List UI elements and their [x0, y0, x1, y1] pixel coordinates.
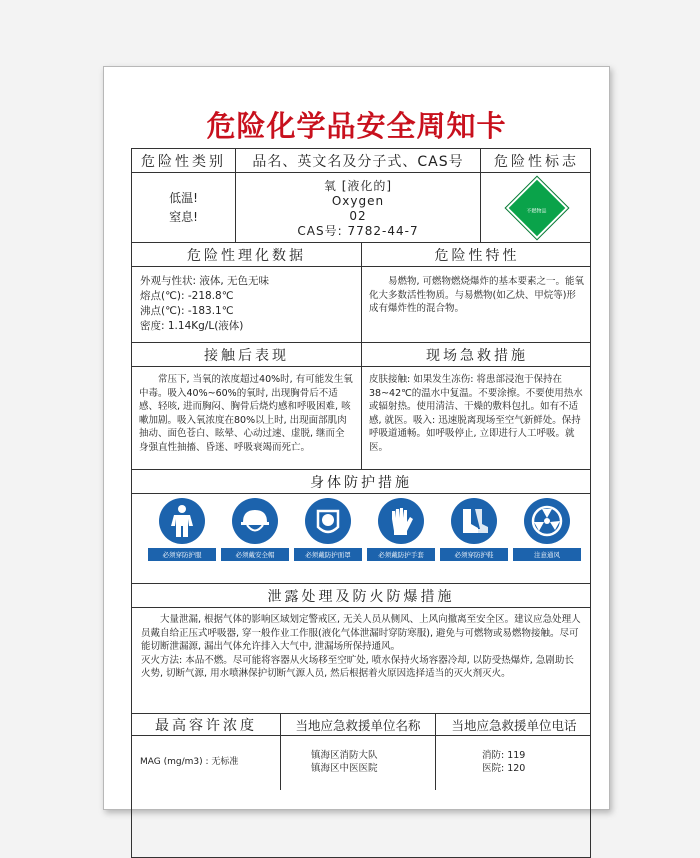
- phone-number: 消防: 119: [482, 750, 526, 761]
- protect-header: 身体防护措施: [132, 470, 590, 494]
- section-header-row-1: [132, 243, 590, 267]
- boots-icon: [451, 498, 497, 544]
- firstaid-header: 现场急救措施: [426, 347, 528, 364]
- phys-line: 密度: 1.14Kg/L(液体): [140, 320, 244, 332]
- hazard-char-text: 易燃物, 可燃物燃烧爆炸的基本要素之一。能氧化大多数活性物质。与易燃物(如乙炔、甲烷等)形成有爆炸性的混合物。: [369, 276, 585, 314]
- protective-suit-icon: [159, 498, 205, 544]
- face-shield-icon: [305, 498, 351, 544]
- ppe-item: [148, 498, 216, 561]
- phys-data-header: 危险性理化数据: [132, 243, 362, 266]
- product-row: [132, 173, 590, 243]
- ppe-item: [367, 498, 435, 561]
- firstaid-text: 皮肤接触: 如果发生冻伤: 将患部浸泡于保持在38~42℃的温水中复温。不要涂擦。不要使用热水或辐射热。使用清洁、干燥的敷料包扎。如有不适感, 就医。吸入: 迅速脱离现场至空气新鲜处。保持呼吸道通畅。如呼吸停止, 立即进行人工呼吸。就医。: [369, 374, 583, 453]
- sign-label: 不燃物品: [526, 208, 547, 215]
- ppe-item: [440, 498, 508, 561]
- unit-name: 镇海区消防大队: [311, 750, 378, 761]
- ppe-item: [294, 498, 362, 561]
- bottom-header-row: [132, 714, 590, 736]
- product-cas: CAS号: 7782-44-7: [297, 224, 419, 238]
- hazard-category-header: 危险性类别: [132, 149, 236, 172]
- gloves-icon: [378, 498, 424, 544]
- hazard-item: 低温!: [169, 191, 198, 205]
- ppe-label: 必须戴安全帽: [221, 548, 289, 561]
- card-title: 危险化学品安全周知卡: [206, 109, 507, 143]
- phone-header: 当地应急救援单位电话: [451, 717, 577, 733]
- hazard-list: [132, 173, 236, 242]
- hazard-char-header: 危险性特性: [434, 247, 520, 264]
- ppe-label: 必须穿防护服: [148, 548, 216, 561]
- safety-helmet-icon: [232, 498, 278, 544]
- product-en-name: Oxygen: [331, 194, 385, 208]
- contact-header: 接触后表现: [132, 343, 362, 366]
- phys-line: 熔点(℃): -218.8℃: [140, 290, 234, 302]
- product-cn-name: 氧 [液化的]: [323, 179, 393, 193]
- bottom-content-row: [132, 736, 590, 790]
- ppe-label: 必须戴防护手套: [367, 548, 435, 561]
- name-header: 品名、英文名及分子式、CAS号: [236, 149, 481, 172]
- phys-data: [132, 267, 362, 342]
- ppe-label: 注意通风: [513, 548, 581, 561]
- ppe-item: [513, 498, 581, 561]
- phys-line: 沸点(℃): -183.1℃: [140, 305, 234, 317]
- phys-line: 外观与性状: 液体, 无色无味: [140, 275, 270, 287]
- hazard-sign: [481, 173, 592, 242]
- section-content-row-1: [132, 267, 590, 343]
- phone-number: 医院: 120: [482, 763, 526, 774]
- product-formula: 02: [349, 209, 367, 223]
- mac-value: MAG (mg/m3) : 无标准: [132, 736, 281, 790]
- unit-name: 镇海区中医医院: [311, 763, 378, 774]
- section-content-row-2: [132, 367, 590, 470]
- safety-card: [103, 66, 610, 810]
- hazard-sign-header: 危险性标志: [494, 153, 579, 170]
- leak-content: [132, 608, 590, 714]
- contact-text: 常压下, 当氧的浓度超过40%时, 有可能发生氧中毒。吸入40%~60%的氧时, 出现胸骨后不适感、轻咳, 进而胸闷、胸骨后烧灼感和呼吸困难, 咳嗽加剧。吸入氧浓度在80%以上时, 出现面部肌肉抽动、面色苍白、眩晕、心动过速、虚脱, 继而全身强直性抽搐、昏迷、呼吸衰竭而死亡。: [132, 367, 362, 469]
- section-header-row-2: [132, 343, 590, 367]
- fire-text: 灭火方法: 本品不燃。尽可能将容器从火场移至空旷处, 喷水保持火场容器冷却, 以防受热爆炸, 急剧助长火势, 切断气源, 用水喷淋保护切断气源人员, 然后根据着火原因选择适当的灭火剂灭火。: [141, 654, 574, 679]
- ppe-label: 必须戴防护面罩: [294, 548, 362, 561]
- info-table: [131, 148, 591, 858]
- leak-text: 大量泄漏, 根据气体的影响区域划定警戒区, 无关人员从侧风、上风向撤离至安全区。建议应急处理人员戴自给正压式呼吸器, 穿一般作业工作服(液化气体泄漏时穿防寒服), 避免与可燃物或易燃物接触。尽可能切断泄漏源, 漏出气体允许排入大气中, 泄漏场所保持通风。: [141, 614, 581, 652]
- phone-list: [436, 736, 592, 790]
- ppe-row: [132, 494, 590, 584]
- hazard-item: 窒息!: [169, 210, 198, 224]
- unit-header: 当地应急救援单位名称: [281, 714, 436, 735]
- ventilation-icon: [524, 498, 570, 544]
- mac-header: 最高容许浓度: [132, 714, 281, 735]
- header-row: [132, 149, 590, 173]
- ppe-item: [221, 498, 289, 561]
- leak-header: 泄露处理及防火防爆措施: [132, 584, 590, 608]
- unit-list: [281, 736, 436, 790]
- ppe-label: 必须穿防护鞋: [440, 548, 508, 561]
- product-info: [236, 173, 481, 242]
